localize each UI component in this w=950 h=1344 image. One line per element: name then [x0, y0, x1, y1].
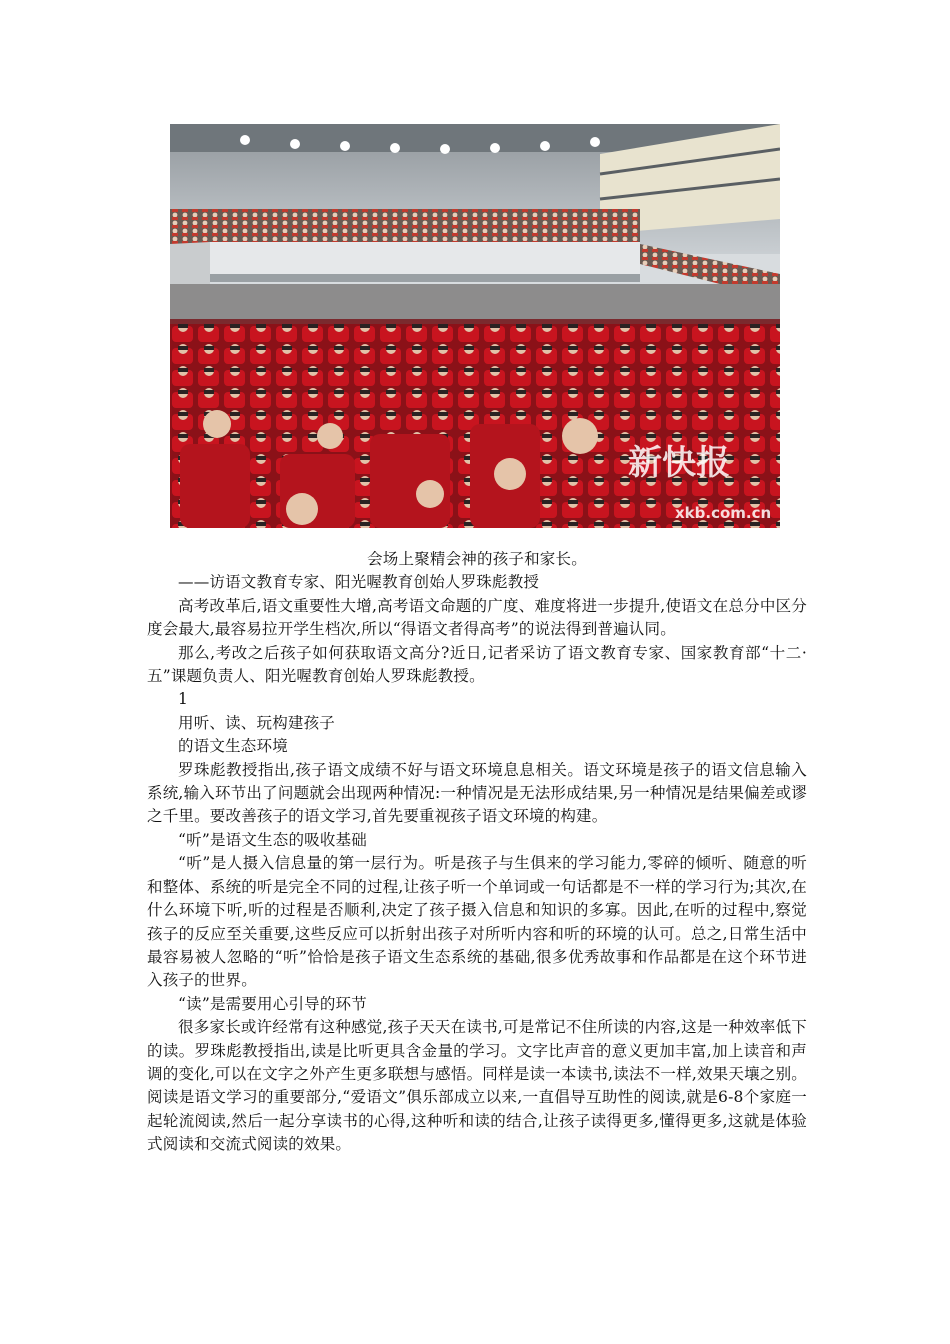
section-number: 1	[178, 690, 189, 709]
article-body	[147, 548, 807, 1157]
auditorium-photo	[170, 124, 780, 528]
photo-caption: 会场上聚精会神的孩子和家长。	[367, 550, 587, 568]
paragraph-1: 高考改革后,语文重要性大增,高考语文命题的广度、难度将进一步提升,使语文在总分中区分度会最大,最容易拉开学生档次,所以“得语文者得高考”的说法得到普遍认同。	[147, 596, 807, 639]
section-title-line-1: 用听、读、玩构建孩子	[178, 713, 336, 732]
paragraph-3: 罗珠彪教授指出,孩子语文成绩不好与语文环境息息相关。语文环境是孩子的语文信息输入系统,输入环节出了问题就会出现两种情况:一种情况是无法形成结果,另一种情况是结果偏差或谬之千里。要改善孩子的语文学习,首先要重视孩子语文环境的构建。	[147, 760, 807, 826]
paragraph-2: 那么,考改之后孩子如何获取语文高分?近日,记者采访了语文教育专家、国家教育部“十二·五”课题负责人、阳光喔教育创始人罗珠彪教授。	[147, 643, 807, 686]
section-title-line-2: 的语文生态环境	[178, 737, 288, 756]
article-subtitle: ——访语文教育专家、阳光喔教育创始人罗珠彪教授	[178, 573, 540, 592]
heading-listen: “听”是语文生态的吸收基础	[178, 830, 367, 849]
watermark-url: xkb.com.cn	[675, 504, 772, 522]
heading-read: “读”是需要用心引导的环节	[178, 994, 367, 1013]
paragraph-4: “听”是人摄入信息量的第一层行为。听是孩子与生俱来的学习能力,零碎的倾听、随意的听和整体、系统的听是完全不同的过程,让孩子听一个单词或一句话都是不一样的学习行为;其次,在什么环境下听,听的过程是否顺利,决定了孩子摄入信息和知识的多寡。因此,在听的过程中,察觉孩子的反应至关重要,这些反应可以折射出孩子对所听内容和听的环境的认可。总之,日常生活中最容易被人忽略的“听”恰恰是孩子语文生态系统的基础,很多优秀故事和作品都是在这个环节进入孩子的世界。	[147, 854, 807, 990]
watermark-logo: 新快报	[628, 443, 730, 483]
paragraph-5: 很多家长或许经常有这种感觉,孩子天天在读书,可是常记不住所读的内容,这是一种效率低下的读。罗珠彪教授指出,读是比听更具含金量的学习。文字比声音的意义更加丰富,加上读音和声调的变化,可以在文字之外产生更多联想与感悟。同样是读一本读书,读法不一样,效果天壤之别。阅读是语文学习的重要部分,“爱语文”俱乐部成立以来,一直倡导互助性的阅读,就是6-8个家庭一起轮流阅读,然后一起分享读书的心得,这种听和读的结合,让孩子读得更多,懂得更多,这就是体验式阅读和交流式阅读的效果。	[147, 1018, 807, 1154]
